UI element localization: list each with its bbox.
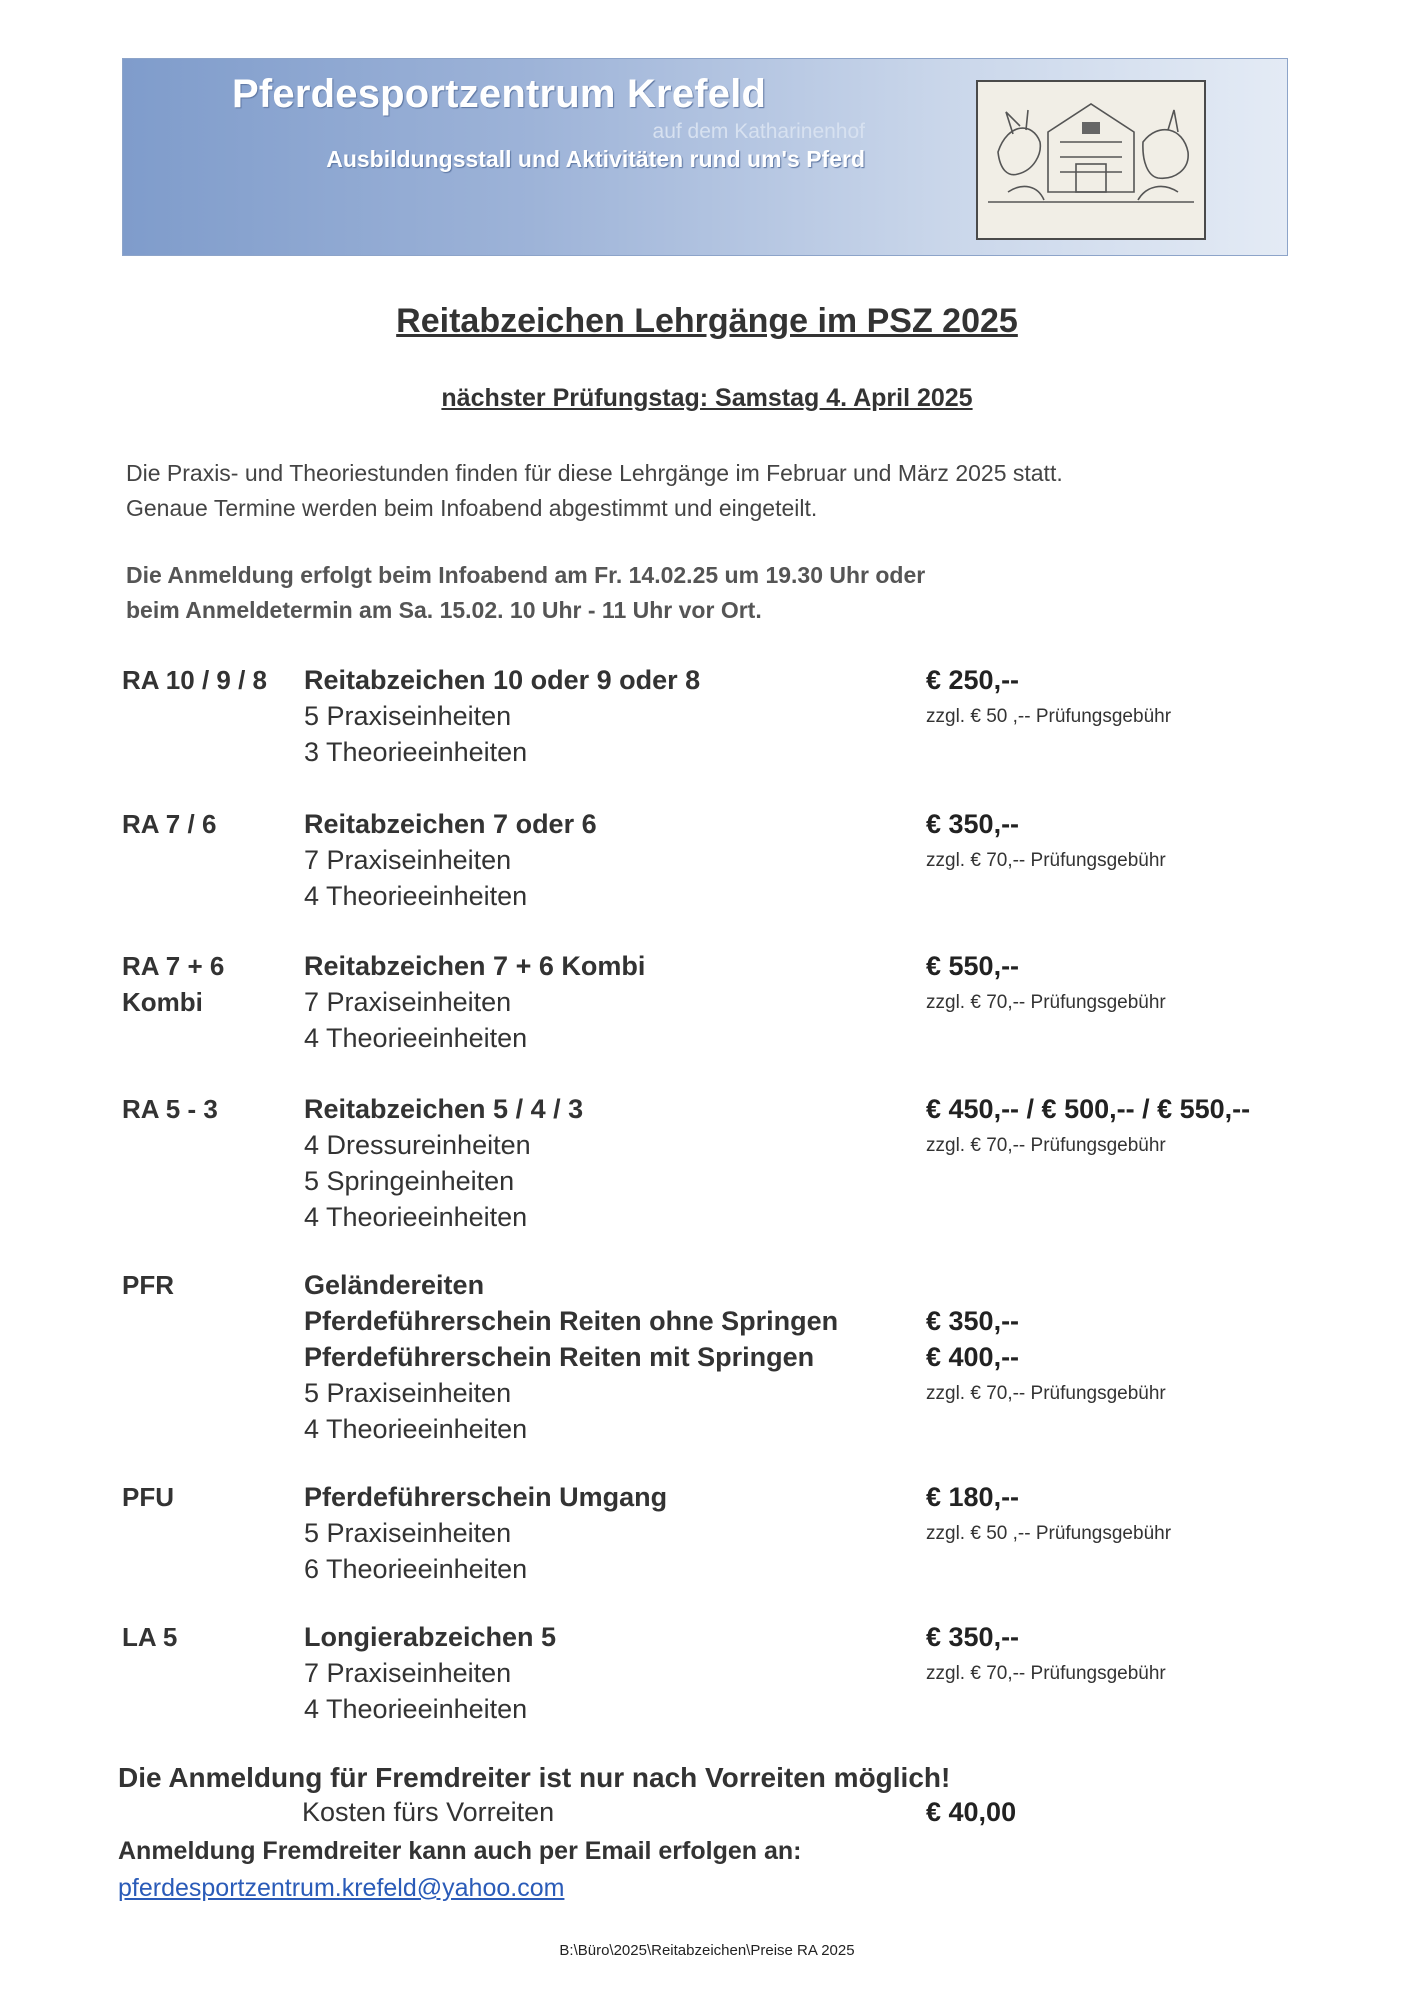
registration-paragraph — [126, 558, 925, 628]
trial-ride-price: € 40,00 — [926, 1797, 1017, 1827]
course-detail: 4 Dressureinheiten — [304, 1130, 531, 1160]
course-detail: 4 Theorieeinheiten — [304, 1023, 528, 1053]
course-code: PFU — [122, 1482, 174, 1512]
course-code-line: Kombi — [122, 987, 203, 1017]
course-detail: 7 Praxiseinheiten — [304, 845, 512, 875]
course-detail: 7 Praxiseinheiten — [304, 987, 512, 1017]
course-subname: Pferdeführerschein Reiten ohne Springen — [304, 1306, 839, 1336]
course-code — [122, 948, 224, 1020]
course-lines — [304, 1619, 556, 1727]
course-name: Reitabzeichen 7 + 6 Kombi — [304, 951, 646, 981]
course-lines — [304, 1267, 838, 1447]
guest-rider-email-note: Anmeldung Fremdreiter kann auch per Email erfolgen an: — [118, 1837, 802, 1865]
course-lines — [304, 1479, 667, 1587]
stable-logo-image — [976, 80, 1206, 240]
course-lines — [304, 1091, 583, 1235]
stable-sketch-icon — [978, 82, 1204, 238]
header-title: Pferdesportzentrum Krefeld — [232, 72, 767, 116]
course-detail: 3 Theorieeinheiten — [304, 737, 528, 767]
course-detail: 5 Springeinheiten — [304, 1166, 515, 1196]
course-code: RA 10 / 9 / 8 — [122, 665, 267, 695]
intro-line: Genaue Termine werden beim Infoabend abgestimmt und eingeteilt. — [126, 495, 818, 521]
course-name: Reitabzeichen 5 / 4 / 3 — [304, 1094, 584, 1124]
course-name: Reitabzeichen 10 oder 9 oder 8 — [304, 665, 701, 695]
course-exam-fee: zzgl. € 70,-- Prüfungsgebühr — [926, 1383, 1166, 1404]
course-name: Pferdeführerschein Umgang — [304, 1482, 668, 1512]
course-detail: 5 Praxiseinheiten — [304, 1518, 512, 1548]
header-subtitle-location: auf dem Katharinenhof — [652, 120, 865, 143]
course-exam-fee: zzgl. € 70,-- Prüfungsgebühr — [926, 992, 1166, 1013]
header-subtitle-tagline: Ausbildungsstall und Aktivitäten rund um's Pferd — [326, 146, 865, 172]
course-price: € 250,-- — [926, 665, 1020, 695]
course-detail: 7 Praxiseinheiten — [304, 1658, 512, 1688]
course-lines — [304, 662, 700, 770]
course-subname: Pferdeführerschein Reiten mit Springen — [304, 1342, 815, 1372]
page-title: Reitabzeichen Lehrgänge im PSZ 2025 — [396, 302, 1018, 340]
course-detail: 4 Theorieeinheiten — [304, 1694, 528, 1724]
course-price: € 450,-- / € 500,-- / € 550,-- — [926, 1094, 1251, 1124]
course-exam-fee: zzgl. € 50 ,-- Prüfungsgebühr — [926, 1523, 1172, 1544]
intro-paragraph — [126, 456, 1063, 526]
course-code: PFR — [122, 1270, 174, 1300]
registration-line: Die Anmeldung erfolgt beim Infoabend am Fr. 14.02.25 um 19.30 Uhr oder — [126, 562, 926, 588]
file-path-footer: B:\Büro\2025\Reitabzeichen\Preise RA 2025 — [559, 1942, 855, 1959]
course-exam-fee: zzgl. € 70,-- Prüfungsgebühr — [926, 1663, 1166, 1684]
course-exam-fee: zzgl. € 50 ,-- Prüfungsgebühr — [926, 706, 1172, 727]
course-code: RA 7 / 6 — [122, 809, 217, 839]
header-banner — [122, 58, 1288, 256]
course-price: € 350,-- — [926, 1622, 1020, 1652]
course-detail: 4 Theorieeinheiten — [304, 1202, 528, 1232]
course-exam-fee: zzgl. € 70,-- Prüfungsgebühr — [926, 850, 1166, 871]
course-exam-fee: zzgl. € 70,-- Prüfungsgebühr — [926, 1135, 1166, 1156]
course-code: RA 5 - 3 — [122, 1094, 218, 1124]
course-detail: 5 Praxiseinheiten — [304, 1378, 512, 1408]
course-detail: 5 Praxiseinheiten — [304, 701, 512, 731]
course-name: Reitabzeichen 7 oder 6 — [304, 809, 597, 839]
course-lines — [304, 806, 597, 914]
course-price: € 180,-- — [926, 1482, 1020, 1512]
course-price: € 350,-- — [926, 1306, 1020, 1336]
contact-email-link[interactable]: pferdesportzentrum.krefeld@yahoo.com — [118, 1874, 565, 1902]
course-name: Longierabzeichen 5 — [304, 1622, 557, 1652]
guest-rider-note: Die Anmeldung für Fremdreiter ist nur nach Vorreiten möglich! — [118, 1762, 951, 1793]
course-price: € 350,-- — [926, 809, 1020, 839]
course-name: Geländereiten — [304, 1270, 485, 1300]
registration-line: beim Anmeldetermin am Sa. 15.02. 10 Uhr - 11 Uhr vor Ort. — [126, 597, 762, 623]
trial-ride-cost-label: Kosten fürs Vorreiten — [302, 1797, 555, 1827]
course-detail: 6 Theorieeinheiten — [304, 1554, 528, 1584]
course-detail: 4 Theorieeinheiten — [304, 1414, 528, 1444]
course-code-line: RA 7 + 6 — [122, 951, 225, 981]
course-price: € 400,-- — [926, 1342, 1020, 1372]
course-code: LA 5 — [122, 1622, 178, 1652]
course-detail: 4 Theorieeinheiten — [304, 881, 528, 911]
course-price: € 550,-- — [926, 951, 1020, 981]
intro-line: Die Praxis- und Theoriestunden finden für diese Lehrgänge im Februar und März 2025 statt. — [126, 460, 1063, 486]
course-lines — [304, 948, 645, 1056]
exam-date-subtitle: nächster Prüfungstag: Samstag 4. April 2025 — [441, 384, 973, 412]
